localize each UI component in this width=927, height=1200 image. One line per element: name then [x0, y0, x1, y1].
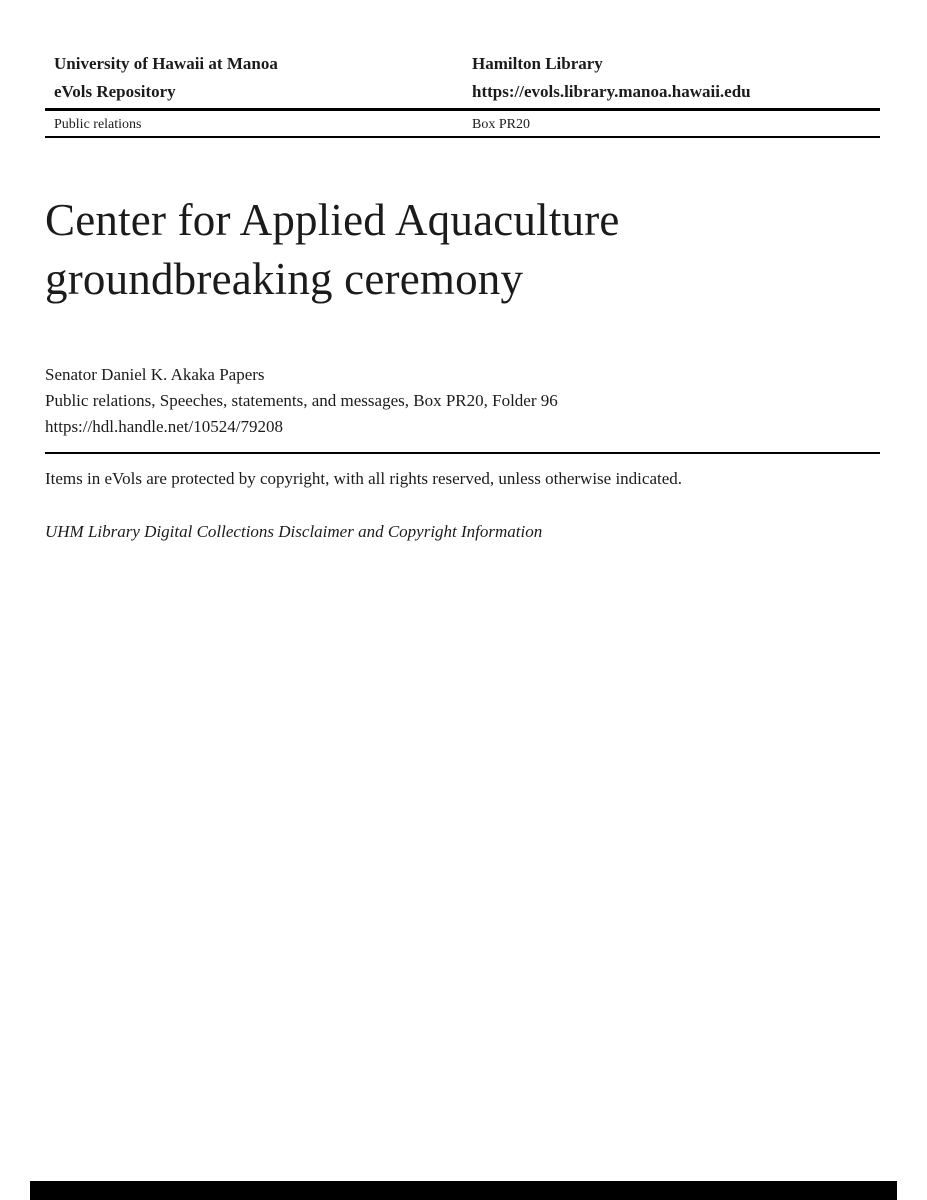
divider-rule	[45, 452, 880, 454]
library-name: Hamilton Library	[472, 54, 603, 73]
series-label: Public relations	[54, 117, 142, 132]
institution-name: University of Hawaii at Manoa	[54, 54, 278, 73]
scanned-page-edge	[30, 1181, 897, 1200]
page-content	[45, 0, 880, 544]
citation-block	[45, 362, 880, 440]
title-line-1: Center for Applied Aquaculture	[45, 195, 620, 245]
handle-url[interactable]: https://hdl.handle.net/10524/79208	[45, 417, 283, 436]
page-title	[45, 191, 880, 309]
header-right-cell	[472, 50, 880, 106]
citation-location: Public relations, Speeches, statements, and messages, Box PR20, Folder 96	[45, 391, 558, 410]
collection-name: Senator Daniel K. Akaka Papers	[45, 365, 265, 384]
repository-name: eVols Repository	[54, 82, 176, 101]
disclaimer-link[interactable]: UHM Library Digital Collections Disclaimer and Copyright Information	[45, 522, 543, 541]
header-table-sub-row	[45, 111, 880, 138]
repository-url[interactable]: https://evols.library.manoa.hawaii.edu	[472, 82, 751, 101]
box-label: Box PR20	[472, 117, 530, 132]
header-table-main-row	[45, 50, 880, 111]
title-line-2: groundbreaking ceremony	[45, 254, 524, 304]
copyright-notice: Items in eVols are protected by copyright, with all rights reserved, unless otherwise indicated.	[45, 469, 683, 488]
header-left-cell	[45, 50, 472, 106]
